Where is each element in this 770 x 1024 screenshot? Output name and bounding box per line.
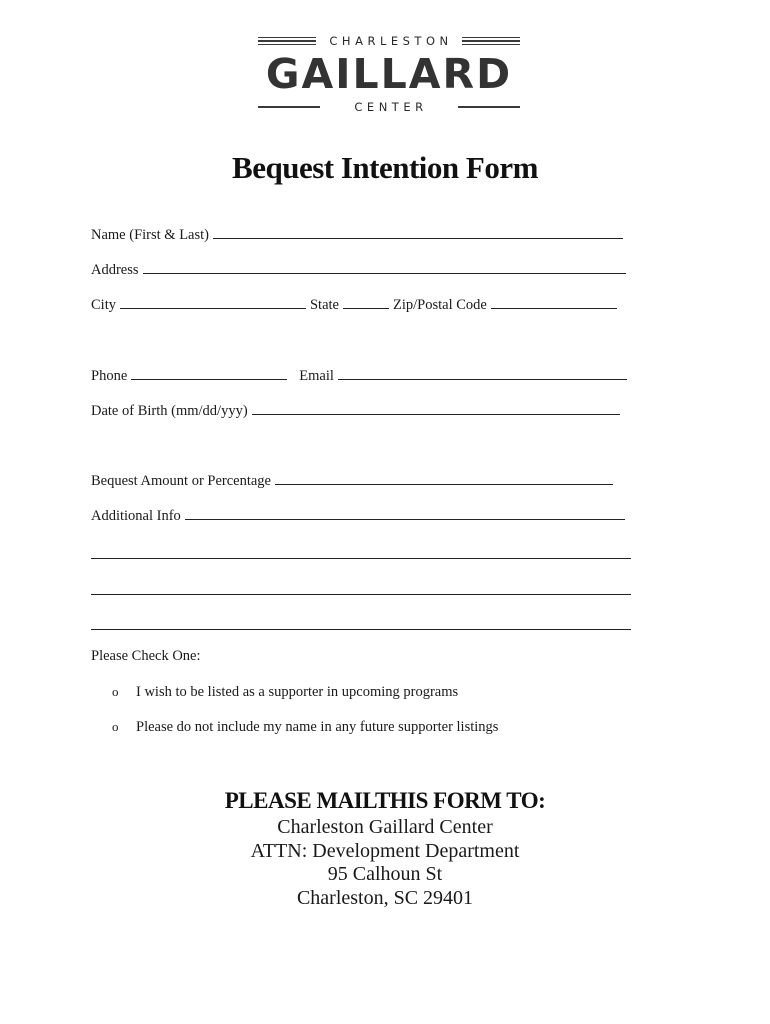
- logo-stripes-right: [462, 37, 520, 46]
- city-blank[interactable]: [120, 296, 306, 309]
- additional-info-row: [91, 507, 625, 525]
- logo-center-text: CENTER: [354, 100, 428, 114]
- email-label: Email: [299, 368, 334, 384]
- gaillard-center-logo: [258, 28, 520, 118]
- logo-gaillard-text: GAILLARD: [265, 50, 513, 98]
- state-blank[interactable]: [343, 296, 389, 309]
- option-exclude-name[interactable]: [112, 719, 498, 736]
- name-field-row: [91, 226, 623, 244]
- city-state-zip-row: [91, 296, 617, 314]
- phone-label: Phone: [91, 368, 128, 384]
- logo-line-left: [258, 106, 320, 108]
- city-label: City: [91, 297, 116, 313]
- additional-info-line-3[interactable]: [91, 594, 631, 595]
- additional-info-line-4[interactable]: [91, 629, 631, 630]
- option-list-supporter[interactable]: [112, 684, 458, 701]
- additional-info-line-2[interactable]: [91, 558, 631, 559]
- state-label: State: [309, 297, 339, 313]
- option-list-supporter-label: I wish to be listed as a supporter in upcoming programs: [136, 684, 459, 700]
- logo-bottom-row: [258, 98, 520, 116]
- email-blank[interactable]: [338, 367, 627, 380]
- additional-info-label: Additional Info: [91, 508, 181, 524]
- address-label: Address: [91, 262, 139, 278]
- zip-label: Zip/Postal Code: [392, 297, 487, 313]
- dob-field-row: [91, 402, 620, 420]
- logo-charleston-text: CHARLESTON: [329, 34, 453, 48]
- zip-blank[interactable]: [491, 296, 617, 309]
- option-exclude-name-label: Please do not include my name in any future supporter listings: [136, 719, 499, 735]
- checkbox-circle-icon[interactable]: o: [112, 684, 119, 699]
- logo-stripes-left: [258, 37, 316, 46]
- check-one-label: Please Check One:: [91, 648, 201, 664]
- bequest-amount-row: [91, 472, 613, 490]
- address-field-row: [91, 261, 626, 279]
- bequest-amount-label: Bequest Amount or Percentage: [91, 473, 271, 489]
- additional-info-blank[interactable]: [185, 507, 625, 520]
- phone-email-row: [91, 367, 627, 385]
- name-label: Name (First & Last): [91, 227, 209, 243]
- logo-line-right: [458, 106, 520, 108]
- dob-label: Date of Birth (mm/dd/yyy): [91, 403, 248, 419]
- form-title: Bequest Intention Form: [232, 150, 538, 185]
- mail-city-state-zip: Charleston, SC 29401: [296, 887, 474, 909]
- mail-attention: ATTN: Development Department: [250, 840, 520, 862]
- checkbox-circle-icon[interactable]: o: [112, 719, 119, 734]
- mail-heading: PLEASE MAILTHIS FORM TO:: [224, 788, 546, 813]
- name-blank[interactable]: [213, 226, 623, 239]
- mail-organization: Charleston Gaillard Center: [277, 816, 493, 838]
- dob-blank[interactable]: [252, 402, 620, 415]
- address-blank[interactable]: [143, 261, 626, 274]
- mail-street: 95 Calhoun St: [327, 863, 443, 885]
- logo-top-row: [258, 32, 520, 50]
- phone-blank[interactable]: [131, 367, 287, 380]
- bequest-amount-blank[interactable]: [275, 472, 613, 485]
